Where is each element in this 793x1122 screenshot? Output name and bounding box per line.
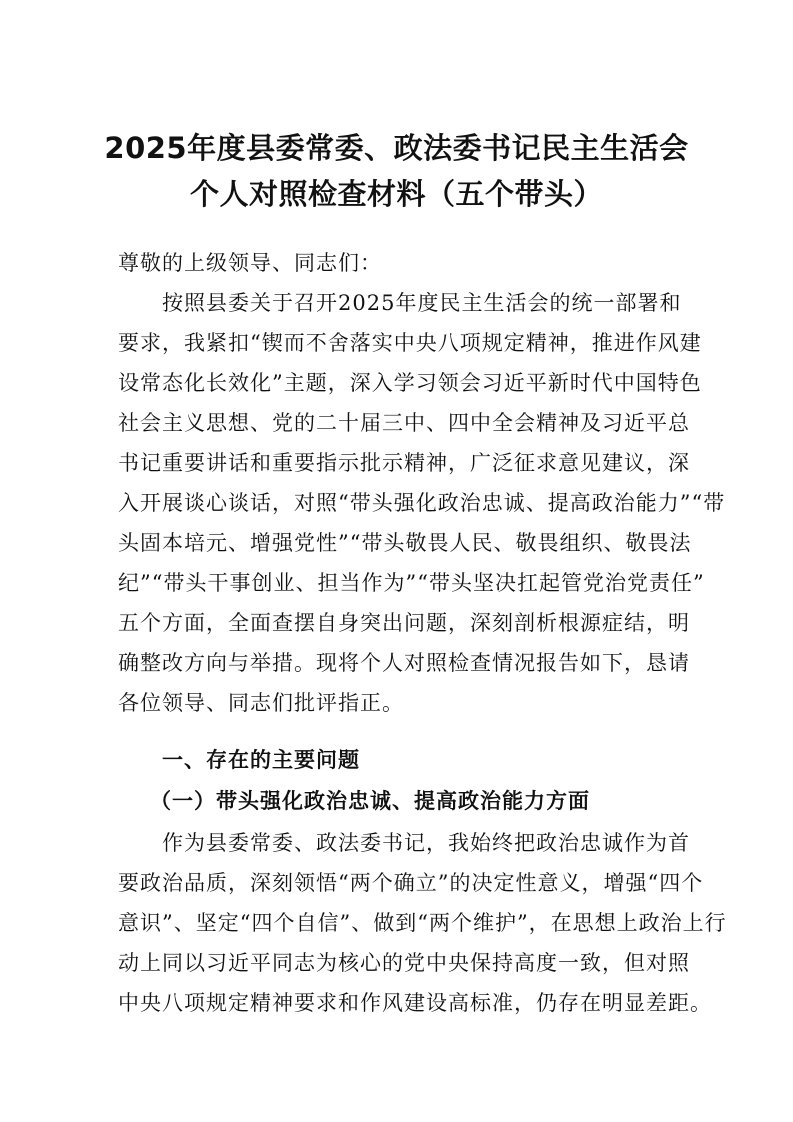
paragraph-line: 各位领导、同志们批评指正。 (118, 691, 404, 715)
salutation: 尊敬的上级领导、同志们： (118, 251, 382, 275)
paragraph-line: 意识”、坚定“四个自信”、做到“两个维护”，在思想上政治上行 (118, 911, 727, 935)
paragraph-line: 设常态化长效化”主题，深入学习领会习近平新时代中国特色 (118, 371, 702, 395)
paragraph-line: 按照县委关于召开2025年度民主生活会的统一部署和 (162, 291, 682, 315)
paragraph-line: 中央八项规定精神要求和作风建设高标准，仍存在明显差距。 (118, 991, 712, 1015)
paragraph-line: 作为县委常委、政法委书记，我始终把政治忠诚作为首 (162, 831, 690, 855)
paragraph-line: 确整改方向与举措。现将个人对照检查情况报告如下，恳请 (118, 651, 690, 675)
paragraph-line: 纪”“带头干事创业、担当作为”“带头坚决扛起管党治党责任” (118, 571, 705, 595)
paragraph-line: 动上同以习近平同志为核心的党中央保持高度一致，但对照 (118, 951, 690, 975)
paragraph-line: 五个方面，全面查摆自身突出问题，深刻剖析根源症结，明 (118, 611, 690, 635)
paragraph-line: 书记重要讲话和重要指示批示精神，广泛征求意见建议，深 (118, 451, 690, 475)
paragraph-line: 入开展谈心谈话，对照“带头强化政治忠诚、提高政治能力”“带 (118, 491, 726, 515)
paragraph-line: 要政治品质，深刻领悟“两个确立”的决定性意义，增强“四个 (118, 871, 704, 895)
document-title-line-1: 2025年度县委常委、政法委书记民主生活会 (104, 131, 689, 165)
document-title-line-2: 个人对照检查材料（五个带头） (189, 177, 603, 211)
paragraph-line: 头固本培元、增强党性”“带头敬畏人民、敬畏组织、敬畏法 (118, 531, 692, 555)
paragraph-line: 社会主义思想、党的二十届三中、四中全会精神及习近平总 (118, 411, 690, 435)
section-heading: 一、存在的主要问题 (162, 748, 360, 772)
paragraph-line: 要求，我紧扣“锲而不舍落实中央八项规定精神，推进作风建 (118, 331, 702, 355)
subsection-heading: （一）带头强化政治忠诚、提高政治能力方面 (150, 789, 590, 813)
